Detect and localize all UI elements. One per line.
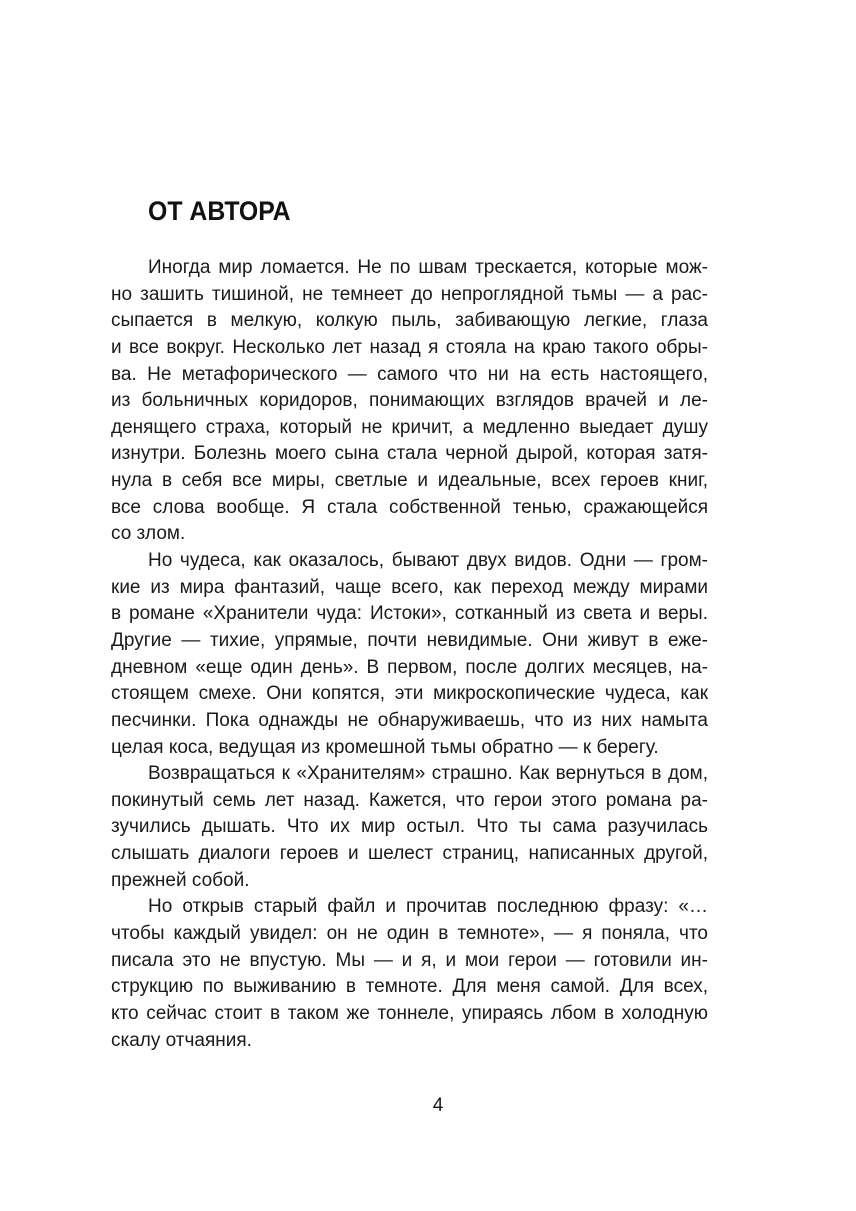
text-line: в романе «Хранители чуда: Истоки», сотканный из света и веры.: [111, 603, 708, 625]
text-line: сыпается в мелкую, колкую пыль, забивающую легкие, глаза: [111, 310, 708, 332]
text-line: струкцию по выживанию в темноте. Для меня самой. Для всех,: [111, 976, 708, 998]
text-line: Но чудеса, как оказалось, бывают двух видов. Одни — гром-: [148, 550, 708, 572]
text-line: дневном «еще один день». В первом, после долгих месяцев, на-: [111, 656, 708, 678]
text-line: нула в себя все миры, светлые и идеальные, всех героев книг,: [111, 470, 708, 492]
text-line: чтобы каждый увидел: он не один в темноте», — я поняла, что: [111, 923, 708, 945]
text-line: слышать диалоги героев и шелест страниц, написанных другой,: [111, 843, 708, 865]
chapter-heading: ОТ АВТОРА: [148, 196, 291, 226]
text-line: стоящем смехе. Они копятся, эти микроскопические чудеса, как: [111, 683, 708, 705]
text-line: песчинки. Пока однажды не обнаруживаешь, что из них намыта: [111, 709, 708, 731]
text-line: кто сейчас стоит в таком же тоннеле, упираясь лбом в холодную: [111, 1002, 708, 1024]
text-line: Иногда мир ломается. Не по швам трескается, которые мож-: [148, 257, 708, 278]
body-text: [111, 255, 708, 1054]
text-line: из больничных коридоров, понимающих взглядов врачей и ле-: [111, 390, 708, 412]
text-line: денящего страха, который не кричит, а медленно выедает душу: [111, 416, 708, 438]
text-line: Возвращаться к «Хранителям» страшно. Как вернуться в дом,: [148, 763, 708, 785]
text-line: и все вокруг. Несколько лет назад я стояла на краю такого обры-: [111, 336, 708, 358]
text-line: писала это не впустую. Мы — и я, и мои герои — готовили ин-: [111, 949, 708, 971]
text-line: но зашить тишиной, не темнеет до непроглядной тьмы — а рас-: [111, 283, 708, 305]
text-line: скалу отчаяния.: [111, 1029, 252, 1051]
text-line: изнутри. Болезнь моего сына стала черной дырой, которая затя-: [111, 443, 708, 465]
text-line: покинутый семь лет назад. Кажется, что герои этого романа ра-: [111, 789, 708, 811]
text-line: все слова вообще. Я стала собственной тенью, сражающейся: [111, 496, 708, 518]
text-line: целая коса, ведущая из кромешной тьмы обратно — к берегу.: [111, 736, 659, 758]
page-number: 4: [432, 1095, 444, 1116]
text-line: прежней собой.: [111, 869, 250, 891]
text-line: Другие — тихие, упрямые, почти невидимые. Они живут в еже-: [111, 629, 708, 651]
text-line: ва. Не метафорического — самого что ни на есть настоящего,: [111, 363, 708, 385]
text-line: кие из мира фантазий, чаще всего, как переход между мирами: [111, 576, 708, 598]
text-line: зучились дышать. Что их мир остыл. Что ты сама разучилась: [111, 816, 708, 838]
text-line: Но открыв старый файл и прочитав последнюю фразу: «…: [148, 896, 708, 918]
text-line: со злом.: [111, 523, 186, 545]
